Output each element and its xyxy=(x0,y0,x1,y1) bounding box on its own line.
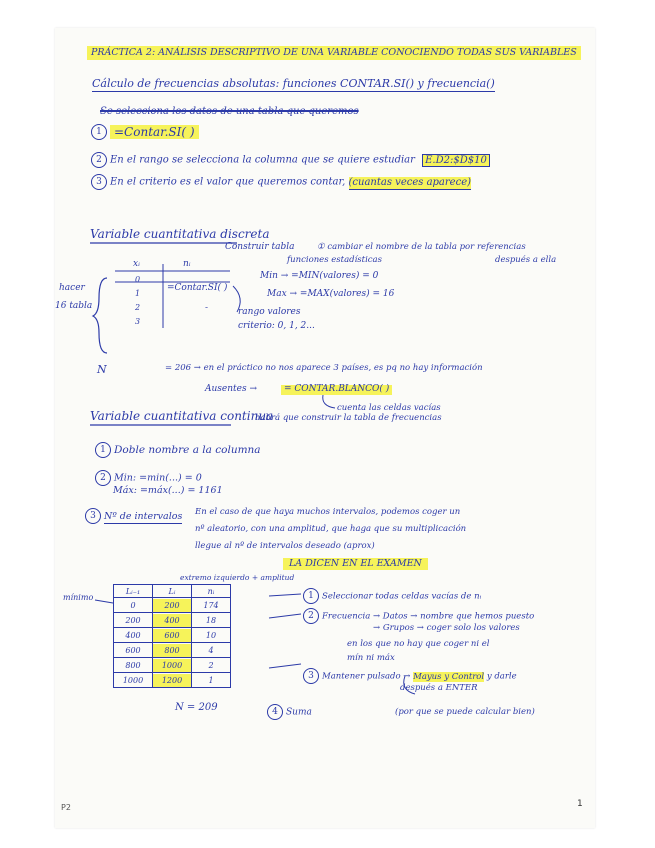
circle-3-icon: 3 xyxy=(91,174,107,190)
n-label: N xyxy=(97,363,107,376)
discrete-heading: Variable cuantitativa discreta xyxy=(90,227,270,241)
right-step-2 xyxy=(303,608,534,624)
continuous-heading: Variable cuantitativa continua xyxy=(90,409,274,423)
right-step-1-text: Seleccionar todas celdas vacías de nᵢ xyxy=(322,591,482,602)
right-step-2d: mín ni máx xyxy=(347,653,395,663)
cuenta-celdas: cuenta las celdas vacías xyxy=(337,403,441,413)
cell: 1200 xyxy=(153,673,192,688)
step-1 xyxy=(91,124,199,140)
cell: 4 xyxy=(192,643,231,658)
cont-step-3 xyxy=(85,508,182,524)
cell: 0 xyxy=(114,598,153,613)
cell: 600 xyxy=(153,628,192,643)
table-row xyxy=(114,643,231,658)
page-number: 1 xyxy=(577,799,583,809)
cont-min: Min: =min(...) = 0 xyxy=(114,472,202,484)
intervals-text-2: nº aleatorio, con una amplitud, que haga que su multiplicación xyxy=(195,524,467,534)
footer-left: P2 xyxy=(61,803,71,812)
table-row xyxy=(114,598,231,613)
circle-3b-icon: 3 xyxy=(85,508,101,524)
max-formula: Max → =MAX(valores) = 16 xyxy=(267,289,395,299)
circle-1-icon: 1 xyxy=(91,124,107,140)
hacer-label: hacer xyxy=(59,283,85,293)
frequency-table xyxy=(113,584,231,688)
right-step-2b: → Grupos → coger solo los valores xyxy=(373,623,520,633)
min-formula: Min → =MIN(valores) = 0 xyxy=(260,271,379,281)
header-li: Lᵢ xyxy=(153,585,192,598)
right-step-3-text: Mantener pulsado → xyxy=(322,671,414,682)
contar-si-formula: =Contar.SI( ) xyxy=(110,125,199,139)
step-3 xyxy=(91,174,471,190)
header-li-1: Lᵢ₋₁ xyxy=(114,585,153,598)
subtitle: Cálculo de frecuencias absolutas: funciones CONTAR.SI() y frecuencia() xyxy=(92,78,495,92)
construir-tabla: Construir tabla xyxy=(225,242,295,252)
extremo-note: extremo izquierdo + amplitud xyxy=(180,573,295,582)
dash-mark: - xyxy=(205,303,209,313)
cont-step-1 xyxy=(95,442,261,458)
cell: 174 xyxy=(192,598,231,613)
cell: 400 xyxy=(153,613,192,628)
header-ni: nᵢ xyxy=(192,585,231,598)
right-step-4-note: (por que se puede calcular bien) xyxy=(395,707,535,717)
contar-blanco-formula: = CONTAR.BLANCO( ) xyxy=(281,385,392,395)
table-total-n: N = 209 xyxy=(175,702,218,713)
cell: 400 xyxy=(114,628,153,643)
continuous-heading-note: habrá que construir la tabla de frecuencias xyxy=(255,413,442,423)
funciones-estadisticas: funciones estadísticas xyxy=(287,255,382,265)
cell: 1 xyxy=(192,673,231,688)
cell: 800 xyxy=(153,643,192,658)
mayus-control-highlight: Mayus y Control xyxy=(413,671,485,682)
range-box: E.D2:$D$10 xyxy=(422,154,490,167)
intervals-text-1: En el caso de que haya muchos intervalos, podemos coger un xyxy=(195,507,461,517)
cell: 200 xyxy=(153,598,192,613)
cell: 600 xyxy=(114,643,153,658)
circle-r3-icon: 3 xyxy=(303,668,319,684)
page-title: PRÁCTICA 2: ANÁLISIS DESCRIPTIVO DE UNA VARIABLE CONOCIENDO TODAS SUS VARIABLES xyxy=(87,46,581,60)
step-3-text: En el criterio es el valor que queremos contar, xyxy=(110,176,346,188)
circle-r2-icon: 2 xyxy=(303,608,319,624)
step-2 xyxy=(91,152,490,168)
table-row xyxy=(114,628,231,643)
ausentes-label: Ausentes → xyxy=(205,384,258,394)
cell: 200 xyxy=(114,613,153,628)
tabla-16-label: 16 tabla xyxy=(55,301,93,311)
note-rename-table: ① cambiar el nombre de la tabla por referencias xyxy=(317,242,526,252)
table-header-row xyxy=(114,585,231,598)
circle-2-icon: 2 xyxy=(91,152,107,168)
n-note: = 206 → en el práctico no nos aparece 3 países, es pq no hay información xyxy=(165,363,483,373)
right-step-3 xyxy=(303,668,517,684)
cell: 1000 xyxy=(114,673,153,688)
criterio-values: criterio: 0, 1, 2... xyxy=(238,321,315,331)
strikethrough-note: Se selecciona los datos de una tabla que queremos xyxy=(100,106,359,117)
cell: 2 xyxy=(192,658,231,673)
right-step-2-text: Frecuencia → Datos → nombre que hemos puesto xyxy=(322,611,535,622)
table-row xyxy=(114,658,231,673)
cont-max: Máx: =máx(...) = 1161 xyxy=(113,485,223,496)
circle-2b-icon: 2 xyxy=(95,470,111,486)
cell: 10 xyxy=(192,628,231,643)
step-2-text: En el rango se selecciona la columna que se quiere estudiar xyxy=(110,154,415,166)
note-rename-table-2: después a ella xyxy=(495,255,557,265)
row-x-1: 1 xyxy=(135,289,141,298)
table-row xyxy=(114,673,231,688)
cont-step-2 xyxy=(95,470,202,486)
circle-1b-icon: 1 xyxy=(95,442,111,458)
right-step-3c: después a ENTER xyxy=(400,683,478,693)
table-row xyxy=(114,613,231,628)
right-step-4-text: Suma xyxy=(286,707,312,718)
exam-highlight: LA DICEN EN EL EXAMEN xyxy=(283,558,428,570)
contar-si-cell: =Contar.SI( ) xyxy=(167,283,228,293)
step-3-highlight: (cuantas veces aparece) xyxy=(348,176,472,188)
rango-valores: rango valores xyxy=(238,307,301,317)
right-step-2c: en los que no hay que coger ni el xyxy=(347,639,490,649)
column-ni: nᵢ xyxy=(183,259,191,269)
circle-r1-icon: 1 xyxy=(303,588,319,604)
row-x-3: 3 xyxy=(135,317,141,326)
column-xi: xᵢ xyxy=(133,259,140,269)
notebook-page xyxy=(55,28,595,828)
cell: 1000 xyxy=(153,658,192,673)
right-step-1 xyxy=(303,588,481,604)
minimo-label: mínimo xyxy=(63,593,94,602)
right-step-3-suffix: y darle xyxy=(484,671,517,682)
right-step-4 xyxy=(267,704,312,720)
cell: 800 xyxy=(114,658,153,673)
cell: 18 xyxy=(192,613,231,628)
circle-r4-icon: 4 xyxy=(267,704,283,720)
cont-step-1-text: Doble nombre a la columna xyxy=(114,444,261,456)
row-x-2: 2 xyxy=(135,303,141,312)
cont-step-3-label: Nº de intervalos xyxy=(104,510,183,522)
row-x-0: 0 xyxy=(135,275,141,284)
intervals-text-3: llegue al nº de intervalos deseado (aprox) xyxy=(195,541,375,551)
